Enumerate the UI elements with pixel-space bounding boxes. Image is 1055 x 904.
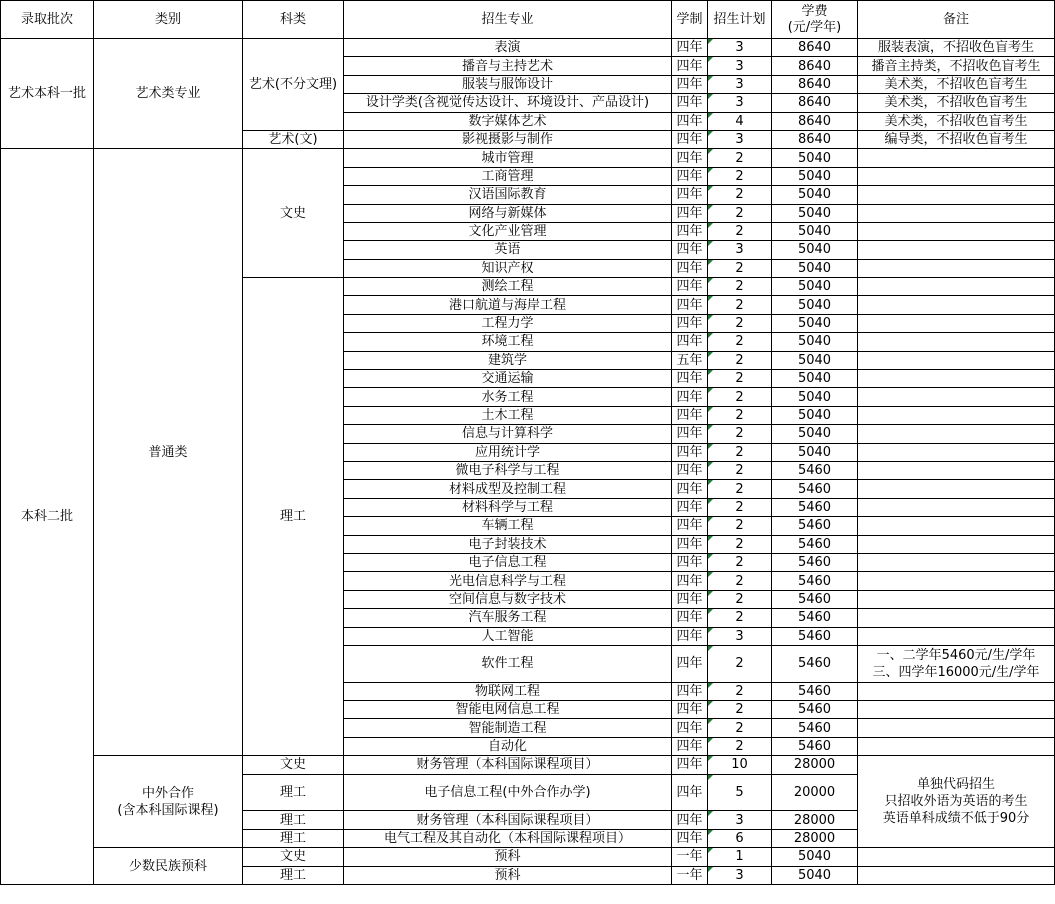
duration-cell: 五年 xyxy=(672,351,708,369)
header-fee-line2: (元/学年) xyxy=(787,19,842,35)
table-row xyxy=(1,149,1055,167)
major-cell: 知识产权 xyxy=(344,259,672,277)
duration-cell: 四年 xyxy=(672,461,708,479)
major-cell: 土木工程 xyxy=(344,406,672,424)
table-row xyxy=(1,39,1055,57)
duration-cell: 四年 xyxy=(672,572,708,590)
major-cell: 交通运输 xyxy=(344,370,672,388)
fee-cell: 5460 xyxy=(772,535,858,553)
major-cell: 车辆工程 xyxy=(344,517,672,535)
major-cell: 物联网工程 xyxy=(344,682,672,700)
remark-cell: 美术类，不招收色盲考生 xyxy=(858,94,1055,112)
remark-cell xyxy=(858,296,1055,314)
remark-line: 一、二学年5460元/生/学年 xyxy=(876,647,1036,663)
remark-line: 英语单科成绩不低于90分 xyxy=(882,811,1030,827)
plan-cell: 2 xyxy=(708,701,772,719)
plan-cell: 3 xyxy=(708,241,772,259)
fee-cell: 5040 xyxy=(772,186,858,204)
fee-cell: 5460 xyxy=(772,609,858,627)
duration-cell: 四年 xyxy=(672,204,708,222)
plan-cell: 2 xyxy=(708,682,772,700)
plan-cell: 2 xyxy=(708,370,772,388)
fee-cell: 5460 xyxy=(772,682,858,700)
duration-cell: 四年 xyxy=(672,737,708,755)
fee-cell: 5040 xyxy=(772,167,858,185)
fee-cell: 5460 xyxy=(772,498,858,516)
remark-cell xyxy=(858,278,1055,296)
fee-cell: 8640 xyxy=(772,112,858,130)
subject-cell: 理工 xyxy=(243,829,344,847)
major-cell: 测绘工程 xyxy=(344,278,672,296)
remark-line: 三、四学年16000元/生/学年 xyxy=(872,664,1040,680)
remark-cell xyxy=(858,535,1055,553)
remark-cell xyxy=(858,517,1055,535)
fee-cell: 8640 xyxy=(772,57,858,75)
remark-cell xyxy=(858,737,1055,755)
duration-cell: 四年 xyxy=(672,222,708,240)
fee-cell: 8640 xyxy=(772,130,858,148)
remark-line: 单独代码招生 xyxy=(916,777,995,793)
plan-cell: 2 xyxy=(708,498,772,516)
subject-cell: 理工 xyxy=(243,811,344,829)
plan-cell: 3 xyxy=(708,627,772,645)
duration-cell: 四年 xyxy=(672,719,708,737)
major-cell: 材料科学与工程 xyxy=(344,498,672,516)
duration-cell: 四年 xyxy=(672,627,708,645)
fee-cell: 5460 xyxy=(772,627,858,645)
duration-cell: 四年 xyxy=(672,241,708,259)
remark-cell: 服装表演，不招收色盲考生 xyxy=(858,39,1055,57)
fee-cell: 5460 xyxy=(772,517,858,535)
remark-cell xyxy=(858,314,1055,332)
header-batch: 录取批次 xyxy=(1,1,94,39)
remark-line: 只招收外语为英语的考生 xyxy=(884,794,1028,810)
duration-cell: 四年 xyxy=(672,425,708,443)
fee-cell: 5040 xyxy=(772,848,858,866)
remark-cell xyxy=(858,682,1055,700)
plan-cell: 5 xyxy=(708,774,772,811)
major-cell: 智能制造工程 xyxy=(344,719,672,737)
duration-cell: 四年 xyxy=(672,774,708,811)
header-category: 类别 xyxy=(94,1,243,39)
fee-cell: 5460 xyxy=(772,701,858,719)
plan-cell: 2 xyxy=(708,553,772,571)
duration-cell: 四年 xyxy=(672,39,708,57)
remark-cell xyxy=(858,167,1055,185)
subject-cell: 艺术(不分文理) xyxy=(243,39,344,131)
major-cell: 港口航道与海岸工程 xyxy=(344,296,672,314)
duration-cell: 四年 xyxy=(672,388,708,406)
fee-cell: 5040 xyxy=(772,333,858,351)
duration-cell: 四年 xyxy=(672,259,708,277)
category-cell: 艺术类专业 xyxy=(94,39,243,149)
duration-cell: 四年 xyxy=(672,609,708,627)
fee-cell: 5040 xyxy=(772,351,858,369)
remark-cell: 美术类，不招收色盲考生 xyxy=(858,112,1055,130)
duration-cell: 四年 xyxy=(672,517,708,535)
fee-cell: 5040 xyxy=(772,314,858,332)
subject-cell: 理工 xyxy=(243,774,344,811)
table-row xyxy=(1,848,1055,866)
fee-cell: 28000 xyxy=(772,829,858,847)
fee-cell: 5040 xyxy=(772,222,858,240)
duration-cell: 四年 xyxy=(672,682,708,700)
major-cell: 播音与主持艺术 xyxy=(344,57,672,75)
plan-cell: 3 xyxy=(708,39,772,57)
fee-cell: 5040 xyxy=(772,866,858,884)
fee-cell: 8640 xyxy=(772,39,858,57)
plan-cell: 2 xyxy=(708,461,772,479)
remark-cell xyxy=(858,461,1055,479)
subject-cell: 文史 xyxy=(243,848,344,866)
plan-cell: 3 xyxy=(708,94,772,112)
category-cell xyxy=(94,756,243,848)
plan-cell: 4 xyxy=(708,112,772,130)
duration-cell: 四年 xyxy=(672,296,708,314)
remark-cell xyxy=(858,590,1055,608)
remark-cell xyxy=(858,498,1055,516)
duration-cell: 四年 xyxy=(672,112,708,130)
major-cell: 信息与计算科学 xyxy=(344,425,672,443)
major-cell: 财务管理（本科国际课程项目） xyxy=(344,811,672,829)
plan-cell: 3 xyxy=(708,75,772,93)
duration-cell: 四年 xyxy=(672,186,708,204)
fee-cell: 5040 xyxy=(772,443,858,461)
duration-cell: 四年 xyxy=(672,535,708,553)
major-cell: 文化产业管理 xyxy=(344,222,672,240)
major-cell: 电子封装技术 xyxy=(344,535,672,553)
major-cell: 设计学类(含视觉传达设计、环境设计、产品设计) xyxy=(344,94,672,112)
table-row xyxy=(1,756,1055,774)
header-remark: 备注 xyxy=(858,1,1055,39)
plan-cell: 1 xyxy=(708,848,772,866)
fee-cell: 8640 xyxy=(772,75,858,93)
fee-cell: 5460 xyxy=(772,737,858,755)
subject-cell: 理工 xyxy=(243,866,344,884)
fee-cell: 5040 xyxy=(772,204,858,222)
major-cell: 网络与新媒体 xyxy=(344,204,672,222)
major-cell: 人工智能 xyxy=(344,627,672,645)
duration-cell: 四年 xyxy=(672,756,708,774)
major-cell: 汽车服务工程 xyxy=(344,609,672,627)
plan-cell: 2 xyxy=(708,222,772,240)
plan-cell: 2 xyxy=(708,480,772,498)
plan-cell: 6 xyxy=(708,829,772,847)
major-cell: 智能电网信息工程 xyxy=(344,701,672,719)
fee-cell: 5040 xyxy=(772,149,858,167)
fee-cell: 8640 xyxy=(772,94,858,112)
plan-cell: 2 xyxy=(708,314,772,332)
category-cell: 少数民族预科 xyxy=(94,848,243,885)
plan-cell: 2 xyxy=(708,351,772,369)
duration-cell: 四年 xyxy=(672,167,708,185)
plan-cell: 2 xyxy=(708,425,772,443)
fee-cell: 5040 xyxy=(772,259,858,277)
major-cell: 工商管理 xyxy=(344,167,672,185)
major-cell: 空间信息与数字技术 xyxy=(344,590,672,608)
duration-cell: 四年 xyxy=(672,811,708,829)
remark-cell xyxy=(858,425,1055,443)
plan-cell: 2 xyxy=(708,719,772,737)
plan-cell: 2 xyxy=(708,278,772,296)
remark-cell: 美术类，不招收色盲考生 xyxy=(858,75,1055,93)
remark-cell xyxy=(858,701,1055,719)
remark-cell xyxy=(858,848,1055,866)
plan-cell: 2 xyxy=(708,186,772,204)
header-duration: 学制 xyxy=(672,1,708,39)
plan-cell: 3 xyxy=(708,866,772,884)
remark-cell xyxy=(858,406,1055,424)
remark-cell xyxy=(858,645,1055,682)
major-cell: 光电信息科学与工程 xyxy=(344,572,672,590)
remark-cell xyxy=(858,627,1055,645)
duration-cell: 四年 xyxy=(672,645,708,682)
subject-cell: 艺术(文) xyxy=(243,130,344,148)
remark-cell xyxy=(858,149,1055,167)
plan-cell: 2 xyxy=(708,333,772,351)
plan-cell: 2 xyxy=(708,167,772,185)
remark-cell xyxy=(858,370,1055,388)
duration-cell: 四年 xyxy=(672,406,708,424)
major-cell: 软件工程 xyxy=(344,645,672,682)
remark-cell: 编导类，不招收色盲考生 xyxy=(858,130,1055,148)
major-cell: 微电子科学与工程 xyxy=(344,461,672,479)
fee-cell: 5040 xyxy=(772,296,858,314)
fee-cell: 5460 xyxy=(772,553,858,571)
remark-cell xyxy=(858,443,1055,461)
major-cell: 汉语国际教育 xyxy=(344,186,672,204)
remark-cell xyxy=(858,222,1055,240)
header-major: 招生专业 xyxy=(344,1,672,39)
plan-cell: 2 xyxy=(708,388,772,406)
plan-cell: 3 xyxy=(708,130,772,148)
remark-cell xyxy=(858,719,1055,737)
plan-cell: 2 xyxy=(708,737,772,755)
plan-cell: 3 xyxy=(708,811,772,829)
plan-cell: 2 xyxy=(708,590,772,608)
duration-cell: 四年 xyxy=(672,314,708,332)
duration-cell: 四年 xyxy=(672,130,708,148)
major-cell: 数字媒体艺术 xyxy=(344,112,672,130)
plan-cell: 2 xyxy=(708,517,772,535)
major-cell: 电子信息工程 xyxy=(344,553,672,571)
major-cell: 英语 xyxy=(344,241,672,259)
major-cell: 自动化 xyxy=(344,737,672,755)
subject-cell: 文史 xyxy=(243,756,344,774)
remark-cell xyxy=(858,186,1055,204)
fee-cell: 5040 xyxy=(772,278,858,296)
major-cell: 水务工程 xyxy=(344,388,672,406)
duration-cell: 四年 xyxy=(672,278,708,296)
plan-cell: 2 xyxy=(708,609,772,627)
plan-cell: 10 xyxy=(708,756,772,774)
remark-cell xyxy=(858,204,1055,222)
plan-cell: 2 xyxy=(708,443,772,461)
fee-cell: 5040 xyxy=(772,241,858,259)
fee-cell: 5040 xyxy=(772,370,858,388)
major-cell: 城市管理 xyxy=(344,149,672,167)
duration-cell: 四年 xyxy=(672,94,708,112)
remark-cell xyxy=(858,480,1055,498)
duration-cell: 四年 xyxy=(672,829,708,847)
batch-cell: 本科二批 xyxy=(1,149,94,885)
remark-cell xyxy=(858,553,1055,571)
header-fee-line1: 学费 xyxy=(801,3,828,19)
fee-cell: 5040 xyxy=(772,388,858,406)
header-subject: 科类 xyxy=(243,1,344,39)
major-cell: 环境工程 xyxy=(344,333,672,351)
batch-cell: 艺术本科一批 xyxy=(1,39,94,149)
remark-cell: 播音主持类，不招收色盲考生 xyxy=(858,57,1055,75)
major-cell: 电气工程及其自动化（本科国际课程项目） xyxy=(344,829,672,847)
fee-cell: 28000 xyxy=(772,811,858,829)
duration-cell: 四年 xyxy=(672,333,708,351)
plan-cell: 2 xyxy=(708,406,772,424)
remark-cell xyxy=(858,756,1055,848)
remark-cell xyxy=(858,259,1055,277)
fee-cell: 5040 xyxy=(772,406,858,424)
header-plan: 招生计划 xyxy=(708,1,772,39)
fee-cell: 5460 xyxy=(772,461,858,479)
plan-cell: 2 xyxy=(708,645,772,682)
duration-cell: 四年 xyxy=(672,149,708,167)
plan-cell: 2 xyxy=(708,259,772,277)
remark-cell xyxy=(858,351,1055,369)
remark-cell xyxy=(858,609,1055,627)
fee-cell: 5460 xyxy=(772,590,858,608)
category-line: 中外合作 xyxy=(141,785,194,801)
header-fee xyxy=(772,1,858,39)
category-line: (含本科国际课程) xyxy=(117,802,219,818)
fee-cell: 5460 xyxy=(772,719,858,737)
major-cell: 工程力学 xyxy=(344,314,672,332)
remark-cell xyxy=(858,333,1055,351)
duration-cell: 四年 xyxy=(672,57,708,75)
duration-cell: 四年 xyxy=(672,370,708,388)
plan-cell: 3 xyxy=(708,57,772,75)
fee-cell: 5460 xyxy=(772,572,858,590)
plan-cell: 2 xyxy=(708,535,772,553)
duration-cell: 四年 xyxy=(672,553,708,571)
duration-cell: 四年 xyxy=(672,590,708,608)
major-cell: 财务管理（本科国际课程项目） xyxy=(344,756,672,774)
major-cell: 影视摄影与制作 xyxy=(344,130,672,148)
plan-cell: 2 xyxy=(708,572,772,590)
major-cell: 预科 xyxy=(344,848,672,866)
major-cell: 预科 xyxy=(344,866,672,884)
plan-cell: 2 xyxy=(708,296,772,314)
duration-cell: 四年 xyxy=(672,443,708,461)
major-cell: 材料成型及控制工程 xyxy=(344,480,672,498)
fee-cell: 20000 xyxy=(772,774,858,811)
fee-cell: 28000 xyxy=(772,756,858,774)
duration-cell: 一年 xyxy=(672,848,708,866)
major-cell: 建筑学 xyxy=(344,351,672,369)
fee-cell: 5460 xyxy=(772,645,858,682)
major-cell: 表演 xyxy=(344,39,672,57)
remark-cell xyxy=(858,388,1055,406)
subject-cell: 文史 xyxy=(243,149,344,278)
plan-cell: 2 xyxy=(708,149,772,167)
major-cell: 应用统计学 xyxy=(344,443,672,461)
remark-cell xyxy=(858,866,1055,884)
fee-cell: 5460 xyxy=(772,480,858,498)
subject-cell: 理工 xyxy=(243,278,344,756)
duration-cell: 四年 xyxy=(672,480,708,498)
major-cell: 服装与服饰设计 xyxy=(344,75,672,93)
plan-cell: 2 xyxy=(708,204,772,222)
remark-cell xyxy=(858,572,1055,590)
remark-cell xyxy=(858,241,1055,259)
major-cell: 电子信息工程(中外合作办学) xyxy=(344,774,672,811)
fee-cell: 5040 xyxy=(772,425,858,443)
category-cell: 普通类 xyxy=(94,149,243,756)
duration-cell: 四年 xyxy=(672,701,708,719)
duration-cell: 四年 xyxy=(672,75,708,93)
duration-cell: 四年 xyxy=(672,498,708,516)
duration-cell: 一年 xyxy=(672,866,708,884)
